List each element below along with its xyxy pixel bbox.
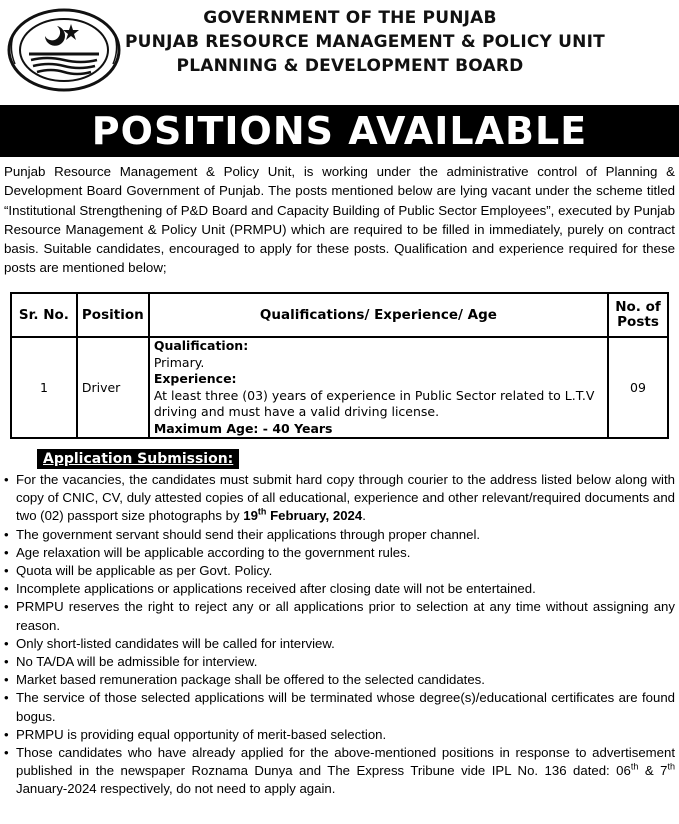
list-item: • No TA/DA will be admissible for interview. (4, 653, 675, 671)
deadline-date: 19th February, 2024 (243, 507, 363, 524)
table-header-row (11, 293, 668, 337)
positions-table (10, 292, 669, 439)
cell-qualifications (149, 337, 608, 438)
bullet-icon: • (4, 654, 9, 670)
bullet-icon: • (4, 472, 9, 487)
table-row (11, 337, 668, 438)
qualification-label: Qualification: (153, 338, 249, 353)
cell-sr-no: 1 (11, 337, 77, 438)
header-position: Position (77, 293, 149, 337)
bullet-icon: • (4, 544, 9, 560)
header (0, 0, 679, 100)
list-item: • PRMPU is providing equal opportunity of merit-based selection. (4, 726, 675, 744)
header-line-unit: PUNJAB RESOURCE MANAGEMENT & POLICY UNIT (125, 32, 605, 52)
list-item: • Incomplete applications or applications received after closing date will not be entertained. (4, 580, 675, 598)
header-sr-no: Sr. No. (11, 293, 77, 337)
experience-label: Experience: (153, 371, 237, 386)
cell-no-of-posts: 09 (608, 337, 668, 438)
list-item: • PRMPU reserves the right to reject any or all applications prior to selection at any time without assigning any reason. (4, 599, 675, 633)
header-no-of-posts: No. of Posts (608, 293, 668, 337)
application-bullets (4, 471, 675, 799)
bullet-icon: • (4, 526, 9, 542)
list-item: • Market based remuneration package shall be offered to the selected candidates. (4, 671, 675, 689)
bullet-icon: • (4, 745, 9, 761)
bullet-icon: • (4, 563, 9, 579)
bullet-icon: • (4, 581, 9, 597)
header-line-government: GOVERNMENT OF THE PUNJAB (203, 8, 497, 28)
qualification-value: Primary. (153, 354, 205, 370)
positions-available-banner: POSITIONS AVAILABLE (91, 109, 588, 153)
experience-value: At least three (03) years of experience in Public Sector related to L.T.V driving and must have a valid driving license. (153, 387, 595, 419)
application-submission-heading: Application Submission: (37, 449, 239, 469)
list-item: • The service of those selected applications will be terminated whose degree(s)/educational certificates are found bogus. (4, 690, 675, 724)
list-item: • Only short-listed candidates will be called for interview. (4, 635, 675, 653)
header-titles (125, 6, 605, 78)
bullet-icon: • (4, 599, 9, 615)
government-of-punjab-seal-icon (5, 6, 123, 94)
bullet-icon: • (4, 635, 9, 651)
list-item: • Those candidates who have already applied for the above-mentioned positions in response to advertisement published in the newspaper Roznama Dunya and The Express Tribune vide IPL No. 136 dated: 06th & 7th January-2024 respectively, do not need to apply again. (4, 745, 675, 797)
list-item: • Quota will be applicable as per Govt. Policy. (4, 562, 675, 580)
bullet-icon: • (4, 726, 9, 742)
bullet-icon: • (4, 690, 9, 706)
header-line-board: PLANNING & DEVELOPMENT BOARD (176, 56, 524, 76)
cell-position: Driver (77, 337, 149, 438)
intro-paragraph: Punjab Resource Management & Policy Unit, is working under the administrative control of Planning & Development Board Government of Punjab. The posts mentioned below are lying vacant under the scheme titled “Institutional Strengthening of P&D Board and Capacity Building of Public Sector Employees”, executed by Punjab Resource Management & Policy Unit (PRMPU) which are required to be filled in immediately, purely on contract basis. Suitable candidates, encouraged to apply for these posts. Qualification and experience required for these posts are mentioned below; (4, 164, 675, 276)
bullet-icon: • (4, 672, 9, 688)
maximum-age: Maximum Age: - 40 Years (153, 420, 333, 436)
list-item: • For the vacancies, the candidates must submit hard copy through courier to the address listed below along with copy of CNIC, CV, duly attested copies of all educational, experience and other relevant/required documents and two (02) passport size photographs by 19th February, 2024. (4, 472, 675, 524)
list-item: • Age relaxation will be applicable according to the government rules. (4, 544, 675, 562)
header-qualifications: Qualifications/ Experience/ Age (149, 293, 608, 337)
list-item: • The government servant should send their applications through proper channel. (4, 526, 675, 544)
